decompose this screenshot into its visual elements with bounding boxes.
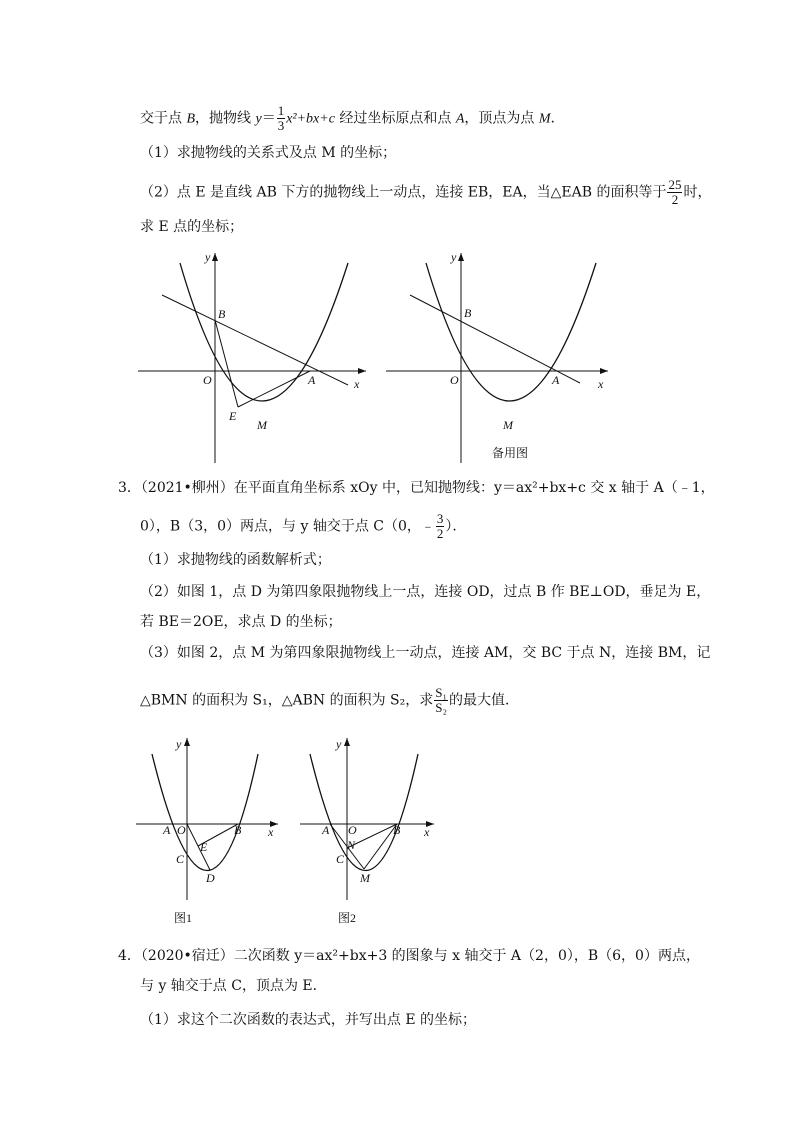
point-e-label: E bbox=[200, 840, 208, 854]
figure-caption-2: 图2 bbox=[338, 911, 357, 925]
point-e-label: E bbox=[229, 409, 237, 423]
q2-line1: 交于点 B，抛物线 y＝ $\frac{1}{3}$ x²+bx+c 经过坐标原点和点 A，顶点为点 M. bbox=[140, 103, 555, 133]
x-axis-label: x bbox=[424, 825, 430, 839]
q4-line1: 4．（2020•宿迁）二次函数 y＝ax²+bx+3 的图象与 x 轴交于 A（2，0），B（6，0）两点， bbox=[118, 948, 700, 964]
point-d-label: D bbox=[206, 871, 215, 885]
q3-line1: 3．（2021•柳州）在平面直角坐标系 xOy 中，已知抛物线：y＝ax²+bx+c 交 x 轴于 A（﹣1， bbox=[118, 480, 715, 496]
point-b-label: B bbox=[234, 823, 242, 837]
q3-figure-1 bbox=[130, 730, 290, 930]
y-axis-label: y bbox=[451, 250, 457, 264]
q3-part2-line2: 若 BE＝2OE，求点 D 的坐标； bbox=[140, 614, 342, 630]
x-axis-label: x bbox=[598, 377, 604, 391]
q3-part1: （1）求抛物线的函数解析式； bbox=[140, 552, 331, 568]
point-m-label: M bbox=[503, 418, 513, 432]
fraction-3-over-2: $\frac{3}{2}$ bbox=[436, 511, 444, 541]
fraction-25-over-2: $\frac{25}{2}$ bbox=[668, 177, 682, 207]
q2-part1: （1）求抛物线的关系式及点 M 的坐标； bbox=[140, 145, 397, 161]
q2-part2-line1: （2）点 E 是直线 AB 下方的抛物线上一动点，连接 EB，EA，当△EAB 的面积等于 $\frac{25}{2}$ 时， bbox=[140, 177, 712, 207]
q4-part1: （1）求这个二次函数的表达式，并写出点 E 的坐标； bbox=[140, 1012, 477, 1028]
origin-label: O bbox=[348, 823, 357, 837]
y-axis-label: y bbox=[205, 250, 211, 264]
q2-figure-spare bbox=[380, 245, 620, 465]
point-n-label: N bbox=[347, 838, 356, 852]
point-b-label: B bbox=[393, 823, 401, 837]
figure-caption-1: 图1 bbox=[174, 911, 193, 925]
point-c-label: C bbox=[336, 852, 345, 866]
point-a-label: A bbox=[552, 373, 560, 387]
figure-caption-spare: 备用图 bbox=[492, 446, 529, 460]
point-a-label: A bbox=[163, 823, 171, 837]
point-a-label: A bbox=[308, 373, 316, 387]
fraction-s1-over-s2: $\frac{\text{S₁}}{\text{S₂}}$ bbox=[435, 685, 448, 715]
q3-figure-2 bbox=[300, 730, 450, 930]
x-axis-label: x bbox=[268, 825, 274, 839]
point-a-label: A bbox=[322, 823, 330, 837]
origin-label: O bbox=[203, 373, 212, 387]
q2-figure-main bbox=[130, 245, 370, 465]
y-axis-label: y bbox=[176, 737, 182, 751]
point-b-label: B bbox=[218, 307, 226, 321]
point-c-label: C bbox=[176, 852, 185, 866]
origin-label: O bbox=[177, 823, 186, 837]
point-m-label: M bbox=[257, 418, 267, 432]
q3-part3-line2: △BMN 的面积为 S₁，△ABN 的面积为 S₂，求 $\frac{\text{S₁}}{\text{S₂}}$ 的最大值． bbox=[140, 685, 520, 715]
q3-part3-line1: （3）如图 2，点 M 为第四象限抛物线上一动点，连接 AM，交 BC 于点 N，连接 BM，记 bbox=[140, 645, 711, 661]
q3-part2-line1: （2）如图 1，点 D 为第四象限抛物线上一点，连接 OD，过点 B 作 BE⊥OD，垂足为 E， bbox=[140, 584, 711, 600]
fraction-one-third: $\frac{1}{3}$ bbox=[277, 103, 285, 133]
q4-line2: 与 y 轴交于点 C，顶点为 E． bbox=[140, 978, 327, 994]
point-m-label: M bbox=[360, 871, 370, 885]
point-b-label: B bbox=[464, 306, 472, 320]
origin-label: O bbox=[450, 373, 459, 387]
q3-line2: 0），B（3，0）两点，与 y 轴交于点 C（0，﹣ $\frac{3}{2}$ ）． bbox=[140, 511, 467, 541]
q2-part2-line2: 求 E 点的坐标； bbox=[140, 219, 244, 235]
y-axis-label: y bbox=[336, 737, 342, 751]
x-axis-label: x bbox=[354, 377, 360, 391]
